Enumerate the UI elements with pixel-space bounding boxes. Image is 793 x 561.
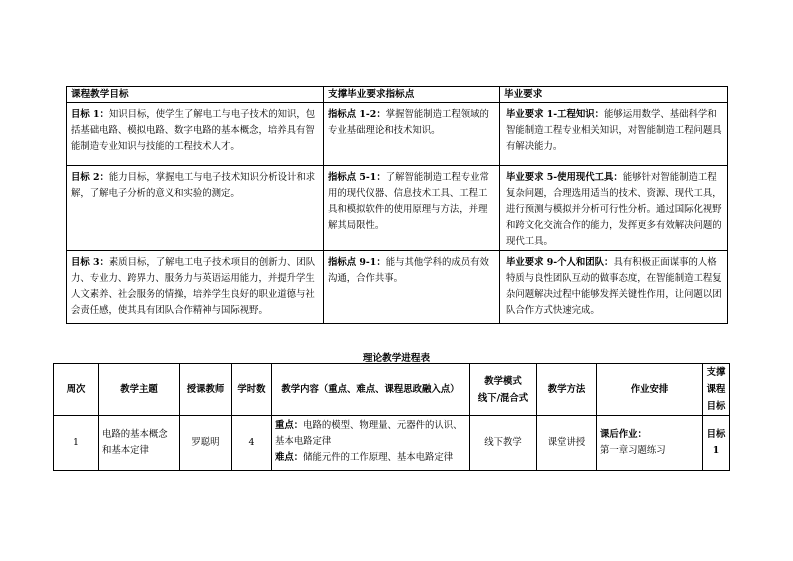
- goal-label: 目标 1：: [71, 109, 109, 120]
- header-goal-line1: 支撑: [706, 367, 726, 378]
- indicator-text: 了解智能制造工程专业常用的现代仪器、信息技术工具、工程工具和模拟软件的使用原理与方法，并理解其局限性。: [328, 172, 489, 231]
- difficulty-text: 储能元件的工作原理、基本电路定律: [303, 452, 454, 463]
- week-cell: 1: [54, 416, 99, 471]
- header-goal-line3: 目标: [706, 401, 726, 412]
- goal-cell: 目标 1: [703, 416, 730, 471]
- indicator-label: 指标点 5-1：: [328, 172, 386, 183]
- difficulty-points: [275, 450, 466, 466]
- indicator-cell: [324, 251, 500, 324]
- method-cell: 课堂讲授: [537, 416, 597, 471]
- goal-cell: [67, 166, 324, 251]
- header-week: 周次: [54, 364, 99, 416]
- header-topic: 教学主题: [99, 364, 180, 416]
- requirement-text: 能够针对智能制造工程复杂问题，合理选用适当的技术、资源、现代工具，进行预测与模拟并分析可行性分析。通过国际化视野和跨文化交流合作的能力，发挥更多有效解决问题的现代工具。: [506, 172, 722, 247]
- homework-label: 课后作业：: [600, 429, 647, 440]
- requirement-text: 能够运用数学、基础科学和智能制造工程专业相关知识，对智能制造工程问题具有解决能力。: [506, 109, 722, 152]
- header-support-goal: [703, 364, 730, 416]
- indicator-cell: [324, 166, 500, 251]
- header-teaching-mode: [470, 364, 537, 416]
- header-mode-line1: 教学模式: [484, 375, 522, 387]
- key-text: 电路的模型、物理量、元器件的认识、基本电路定律: [275, 420, 463, 447]
- teacher-cell: 罗聪明: [180, 416, 232, 471]
- requirement-cell: [500, 251, 728, 324]
- topic-cell: 电路的基本概念和基本定律: [99, 416, 180, 471]
- table-row: [67, 251, 728, 324]
- header-content: 教学内容（重点、难点、课程思政融入点）: [272, 364, 470, 416]
- indicator-cell: [324, 103, 500, 166]
- header-method: 教学方法: [537, 364, 597, 416]
- requirement-label: 毕业要求 1-工程知识：: [506, 109, 605, 120]
- table-row: [67, 166, 728, 251]
- header-goal-line2: 课程: [706, 384, 726, 395]
- goal-text: 能力目标，掌握电工与电子技术知识分析设计和求解，了解电子分析的意义和实验的测定。: [71, 172, 316, 199]
- goal-cell: [67, 251, 324, 324]
- key-label: 重点：: [275, 420, 304, 431]
- header-teacher: 授课教师: [180, 364, 232, 416]
- objectives-header-row: [67, 87, 728, 103]
- header-hours: 学时数: [232, 364, 272, 416]
- content-cell: [272, 416, 470, 471]
- hours-cell: 4: [232, 416, 272, 471]
- schedule-title: 理论教学进程表: [362, 353, 431, 364]
- schedule-header-row: [54, 364, 730, 416]
- header-course-goals: 课程教学目标: [67, 87, 324, 103]
- homework-cell: [597, 416, 703, 471]
- schedule-table: [53, 363, 730, 471]
- requirement-text: 具有积极正面谋事的人格特质与良性团队互动的做事态度，在智能制造工程复杂问题解决过程中能够发挥关键性作用，让问题以团队合作方式快速完成。: [506, 257, 722, 316]
- requirement-cell: [500, 166, 728, 251]
- goal-label: 目标 2：: [71, 172, 109, 183]
- indicator-label: 指标点 9-1：: [328, 257, 386, 268]
- table-row: [54, 416, 730, 471]
- header-mode-line2: 线下/混合式: [477, 392, 529, 404]
- header-indicators: 支撑毕业要求指标点: [324, 87, 500, 103]
- indicator-text: 掌握智能制造工程领域的专业基础理论和技术知识。: [328, 109, 489, 136]
- requirement-cell: [500, 103, 728, 166]
- goal-text: 素质目标，了解电工电子技术项目的创新力、团队力、专业力、跨界力、服务力与英语运用能力，并提升学生人文素养、社会服务的情操，培养学生良好的职业道德与社会责任感，使其具有团队合作精神与国际视野。: [71, 257, 316, 316]
- goal-text: 知识目标，使学生了解电工与电子技术的知识，包括基础电路、模拟电路、数字电路的基本概念，培养具有智能制造专业知识与技能的工程技术人才。: [71, 109, 316, 152]
- indicator-text: 能与其他学科的成员有效沟通，合作共事。: [328, 257, 489, 284]
- key-points: [275, 418, 466, 450]
- header-homework: 作业安排: [597, 364, 703, 416]
- goal-label: 目标 3：: [71, 257, 109, 268]
- mode-cell: 线下教学: [470, 416, 537, 471]
- difficulty-label: 难点：: [275, 452, 304, 463]
- goal-cell: [67, 103, 324, 166]
- homework-text: 第一章习题练习: [600, 445, 666, 456]
- objectives-table: [66, 86, 728, 324]
- table-row: [67, 103, 728, 166]
- indicator-label: 指标点 1-2：: [328, 109, 386, 120]
- requirement-label: 毕业要求 9-个人和团队：: [506, 257, 614, 268]
- header-graduation-requirements: 毕业要求: [500, 87, 728, 103]
- requirement-label: 毕业要求 5-使用现代工具：: [506, 172, 623, 183]
